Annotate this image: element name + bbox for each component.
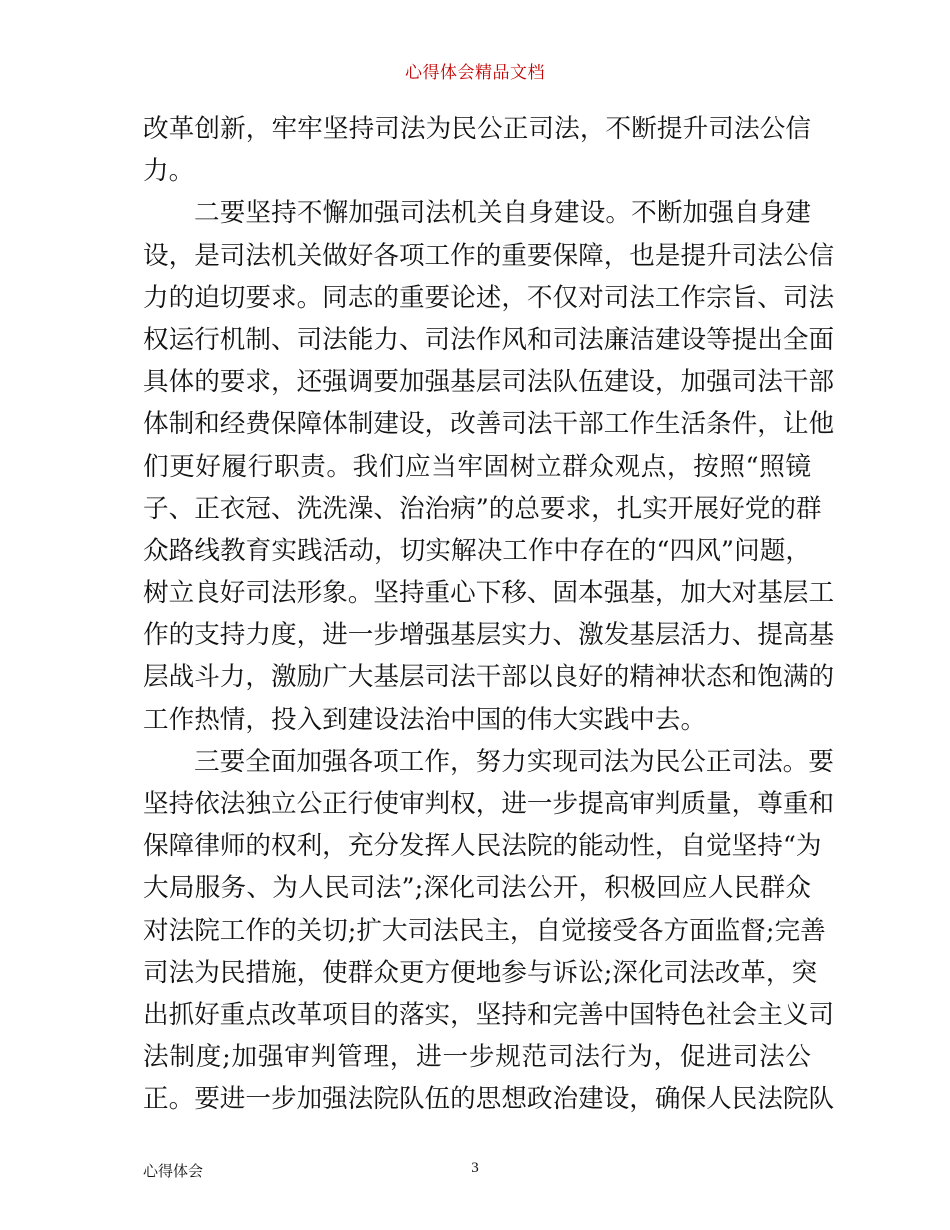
footer-label: 心得体会 (143, 1162, 204, 1180)
text-line: 权运行机制、司法能力、司法作风和司法廉洁建设等提出全面 (143, 324, 835, 355)
document-body (143, 108, 835, 1121)
text-line: 保障律师的权利，充分发挥人民法院的能动性，自觉坚持“为 (143, 831, 822, 862)
page-number: 3 (471, 1160, 479, 1176)
text-line: 正。要进一步加强法院队伍的思想政治建设，确保人民法院队 (143, 1084, 835, 1115)
text-line: 改革创新，牢牢坚持司法为民公正司法，不断提升司法公信 (143, 114, 811, 144)
text-line: 们更好履行职责。我们应当牢固树立群众观点，按照“照镜 (143, 451, 811, 482)
text-line: 具体的要求，还强调要加强基层司法队伍建设，加强司法干部 (143, 367, 835, 398)
paragraph (143, 741, 835, 1121)
text-line: 众路线教育实践活动，切实解决工作中存在的“四风”问题， (143, 535, 811, 566)
text-line: 对法院工作的关切;扩大司法民主，自觉接受各方面监督;完善 (143, 915, 826, 946)
text-line: 作的支持力度，进一步增强基层实力、激发基层活力、提高基 (143, 620, 835, 651)
text-line: 力。 (143, 156, 195, 187)
text-line: 出抓好重点改革项目的落实，坚持和完善中国特色社会主义司 (143, 999, 835, 1030)
text-line: 坚持依法独立公正行使审判权，进一步提高审判质量，尊重和 (143, 789, 835, 819)
paragraph (143, 192, 835, 740)
text-line: 子、正衣冠、洗洗澡、治治病”的总要求，扎实开展好党的群 (143, 493, 822, 524)
text-line: 工作热情，投入到建设法治中国的伟大实践中去。 (143, 704, 707, 735)
page-header-title: 心得体会精品文档 (405, 63, 545, 83)
text-line: 大局服务、为人民司法”;深化司法公开，积极回应人民群众 (143, 873, 811, 904)
text-line: 树立良好司法形象。坚持重心下移、固本强基，加大对基层工 (143, 578, 835, 609)
text-line: 二要坚持不懈加强司法机关自身建设。不断加强自身建 (194, 198, 811, 229)
text-line: 司法为民措施，使群众更方便地参与诉讼;深化司法改革，突 (143, 957, 818, 988)
text-line: 法制度;加强审判管理，进一步规范司法行为，促进司法公 (143, 1042, 811, 1073)
text-line: 三要全面加强各项工作，努力实现司法为民公正司法。要 (194, 746, 834, 777)
text-line: 层战斗力，激励广大基层司法干部以良好的精神状态和饱满的 (143, 662, 835, 693)
text-line: 力的迫切要求。同志的重要论述，不仅对司法工作宗旨、司法 (143, 282, 835, 313)
paragraph (143, 108, 811, 192)
text-line: 设，是司法机关做好各项工作的重要保障，也是提升司法公信 (143, 240, 835, 271)
text-line: 体制和经费保障体制建设，改善司法干部工作生活条件，让他 (143, 409, 835, 440)
